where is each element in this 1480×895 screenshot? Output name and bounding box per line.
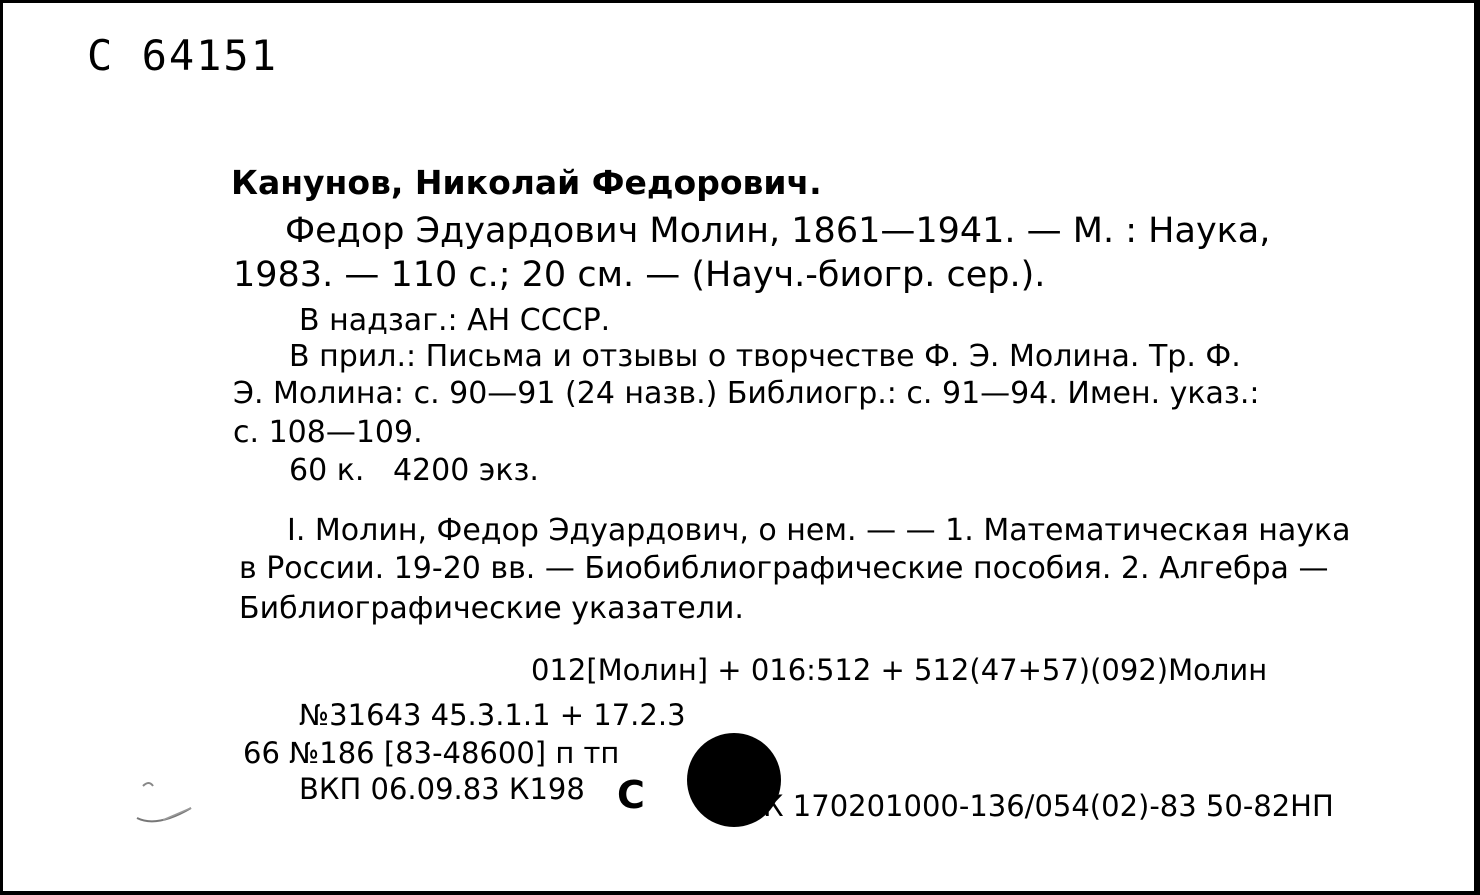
shelfmark: С 64151 xyxy=(87,31,279,80)
number-line-3: ВКП 06.09.83 К198 xyxy=(299,772,585,806)
title-line-1: Федор Эдуардович Молин, 1861—1941. — М. : Наука, xyxy=(285,211,1271,251)
number-line-1: №31643 45.3.1.1 + 17.2.3 xyxy=(299,698,686,732)
note-appendix-line-2: Э. Молина: с. 90—91 (24 назв.) Библиогр.: с. 91—94. Имен. указ.: xyxy=(233,376,1260,411)
subject-line-1: I. Молин, Федор Эдуардович, о нем. — — 1. Математическая наука xyxy=(287,513,1351,548)
note-appendix-line-3: с. 108—109. xyxy=(233,415,423,450)
stamp-letter: С xyxy=(617,773,645,817)
note-nadzag: В надзаг.: АН СССР. xyxy=(299,303,611,338)
pencil-mark-icon xyxy=(133,778,203,828)
publisher-code-line: К 170201000-136/054(02)-83 50-82НП xyxy=(763,789,1334,823)
classification-index: 012[Молин] + 016:512 + 512(47+57)(092)Молин xyxy=(531,653,1268,687)
note-appendix-line-1: В прил.: Письма и отзывы о творчестве Ф. Э. Молина. Тр. Ф. xyxy=(289,339,1241,374)
subject-line-3: Библиографические указатели. xyxy=(239,591,744,626)
price-and-print-run: 60 к. 4200 экз. xyxy=(289,453,539,488)
number-line-2: 66 №186 [83-48600] п тп xyxy=(243,736,620,770)
title-line-2: 1983. — 110 с.; 20 см. — (Науч.-биогр. сер.). xyxy=(233,255,1046,295)
author-heading: Канунов, Николай Федорович. xyxy=(231,163,822,202)
subject-line-2: в России. 19-20 вв. — Биобиблиографические пособия. 2. Алгебра — xyxy=(239,551,1329,586)
